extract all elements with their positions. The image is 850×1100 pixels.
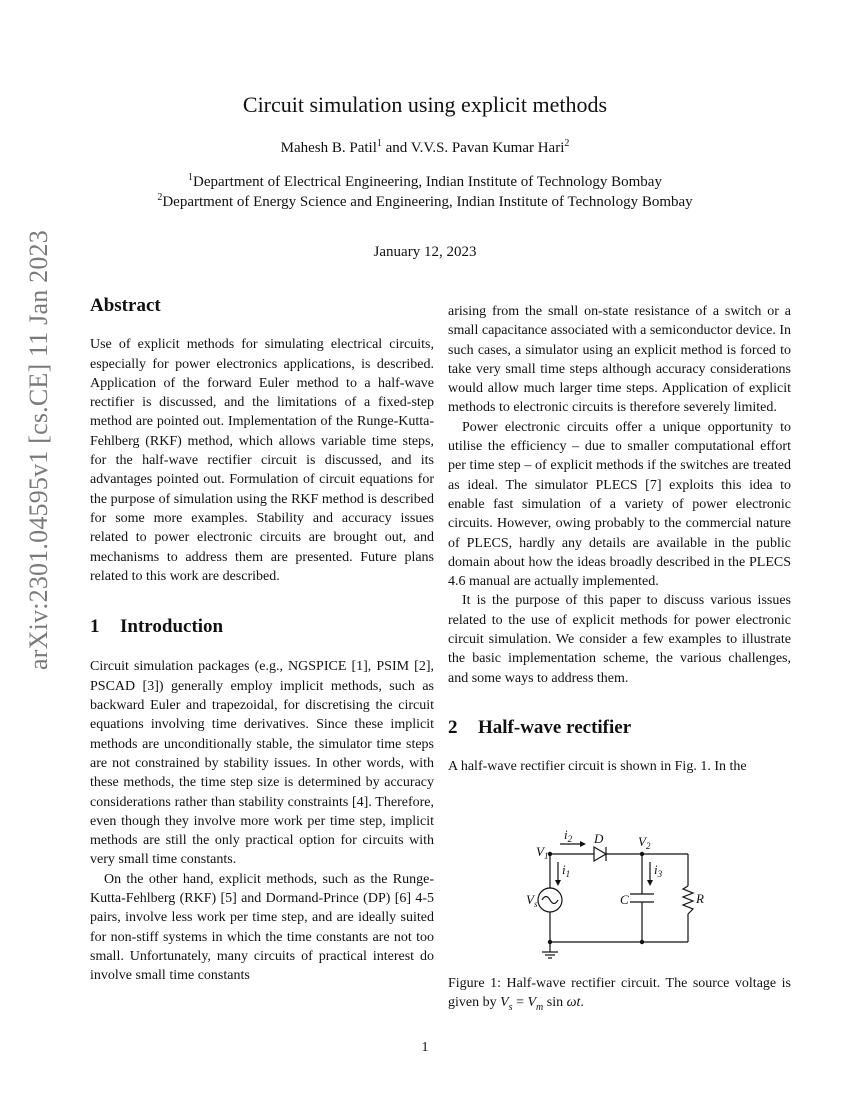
paper-date: January 12, 2023 — [373, 244, 477, 260]
caption-text: sin — [543, 995, 567, 1011]
paragraph: Circuit simulation packages (e.g., NGSPICE [1], PSIM [2], PSCAD [3]) generally employ implicit methods, such as backward Euler and trapezoidal, for discretising the circuit equations involving time derivatives. Since these implicit methods are unconditionally stable, the simulator time steps are not constrained by stability issues. In other words, with these methods, the time step size is determined by accuracy considerations rather than stability constraints [4]. Therefore, even though they involve more work per time step, implicit methods are still the only practical option for circuits with very small time constants. — [90, 659, 434, 868]
author-list — [0, 140, 850, 157]
section-number: 1 — [90, 616, 100, 638]
caption-math: ωt — [566, 995, 581, 1011]
junction-dot — [640, 940, 644, 944]
paper-title: Circuit simulation using explicit methods — [242, 92, 608, 117]
section-heading — [90, 617, 434, 636]
label-i1: $i_1$ — [562, 862, 571, 879]
caption-text: Figure 1: Half-wave rectifier circuit. The source voltage is given by — [448, 976, 791, 1011]
author-name: Mahesh B. Patil — [280, 140, 377, 156]
sine-wave-icon — [542, 897, 558, 904]
figure-caption — [448, 974, 791, 1013]
affiliation-text: Department of Energy Science and Engineering, Indian Institute of Technology Bombay — [162, 194, 693, 210]
author-name: V.V.S. Pavan Kumar Hari — [410, 140, 565, 156]
arrowhead-icon — [555, 880, 561, 886]
paragraph: On the other hand, explicit methods, such as the Runge-Kutta-Fehlberg (RKF) [5] and Dormand-Prince (DP) [6] 4-5 pairs, involve less work per time step, and are ideally suited for non-stiff systems in which the time constants are not too small. Unfortunately, many circuits of practical interest do involve small time constants — [90, 871, 434, 984]
section-heading — [448, 718, 791, 737]
label-V2: $V_2$ — [638, 834, 651, 851]
label-R: R — [696, 891, 704, 906]
label-C: C — [620, 892, 629, 907]
caption-text: = — [512, 995, 528, 1011]
paragraph: A half-wave rectifier circuit is shown in Fig. 1. In the — [448, 759, 747, 775]
junction-dot — [548, 852, 552, 856]
left-column — [90, 296, 434, 986]
arrowhead-icon — [580, 841, 586, 847]
junction-dot — [548, 940, 552, 944]
section-number: 2 — [448, 716, 458, 738]
affiliation-text: Department of Electrical Engineering, Indian Institute of Technology Bombay — [193, 174, 662, 190]
section-title: Half-wave rectifier — [478, 716, 632, 738]
arrowhead-icon — [647, 880, 653, 886]
affiliation — [0, 194, 850, 211]
section-title: Introduction — [120, 616, 224, 638]
paragraph: arising from the small on-state resistance of a switch or a small capacitance associated with a semiconductor device. In such cases, a simulator using an explicit method is forced to take very small time steps although accuracy considerations would allow much larger time steps. Application of explicit methods to electronic circuits is therefore severely limited. — [448, 304, 791, 416]
paragraph: Power electronic circuits offer a unique opportunity to utilise the efficiency – due to smaller computational effort per time step – of explicit methods if the switches are treated as ideal. The simulator PLECS [7] exploits this idea to enable fast simulation of a variety of power electronic circuits. However, owing probably to the commercial nature of PLECS, hardly any details are available in the public domain about how the ideas broadly described in the PLECS 4.6 manual are actually implemented. — [448, 419, 791, 590]
affiliation-mark: 1 — [188, 172, 194, 183]
arxiv-id: arXiv:2301.04595v1 [cs.CE] 11 Jan 2023 — [24, 230, 53, 670]
half-wave-rectifier-circuit-diagram — [520, 822, 720, 962]
caption-math: $V_m$ — [527, 995, 544, 1014]
affiliation-mark: 2 — [157, 192, 163, 203]
resistor-icon — [683, 886, 693, 914]
junction-dot — [640, 852, 644, 856]
right-column — [448, 302, 791, 777]
label-V1: $V_1$ — [536, 844, 549, 861]
affiliation-mark: 2 — [564, 138, 570, 149]
caption-math: $V_s$ — [500, 995, 513, 1014]
affiliation-mark: 1 — [376, 138, 382, 149]
label-i3: $i_3$ — [654, 862, 663, 879]
label-D: D — [594, 831, 604, 846]
diode-icon — [594, 847, 606, 861]
label-i2: $i_2$ — [564, 827, 573, 844]
affiliation — [0, 174, 850, 191]
label-Vs: $V_s$ — [526, 892, 538, 909]
page-number: 1 — [421, 1040, 429, 1055]
caption-text: . — [580, 995, 584, 1011]
author-separator: and — [381, 140, 411, 156]
abstract-text: Use of explicit methods for simulating electrical circuits, especially for power electronics applications, is described. Application of the forward Euler method to a half-wave rectifier is discussed, and the limitations of a fixed-step method are pointed out. Implementation of the Runge-Kutta-Fehlberg (RKF) method, which allows variable time steps, for the half-wave rectifier circuit is discussed, and its advantages pointed out. Formulation of circuit equations for the purpose of simulation using the RKF method is described for some more examples. Stability and accuracy issues related to power electronic circuits are brought out, and mechanisms to address them are presented. Future plans related to this work are described. — [90, 337, 434, 584]
abstract-heading: Abstract — [90, 295, 161, 316]
paragraph: It is the purpose of this paper to discuss various issues related to the use of explicit methods for power electronic circuit simulation. We consider a few examples to illustrate the basic implementation scheme, the various challenges, and some ways to address them. — [448, 593, 791, 686]
